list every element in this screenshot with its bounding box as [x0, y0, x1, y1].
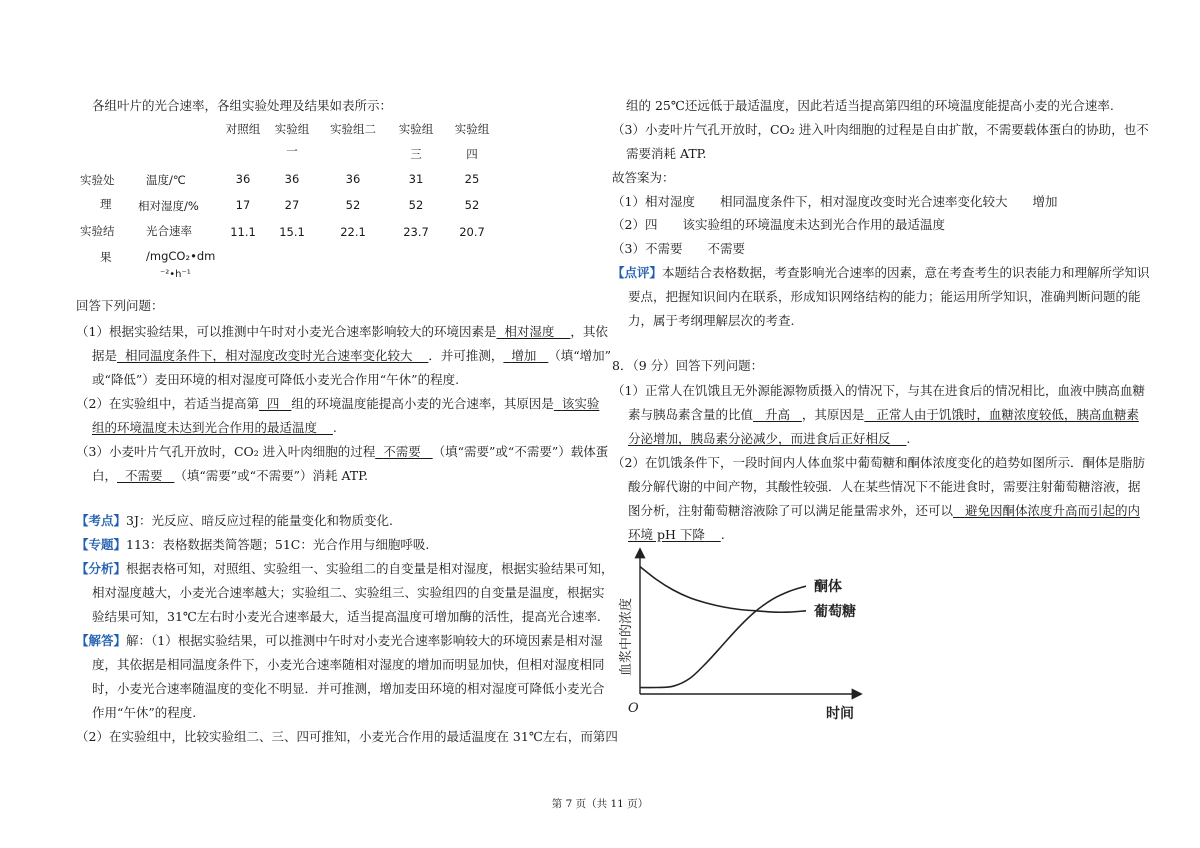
q3-line2: 白， 不需要 （填“需要”或“不需要”）消耗 ATP. — [92, 468, 368, 483]
q8-2-line3: 图分析，注射葡萄糖溶液除了可以满足能量需求外，还可以 避免因酮体浓度升高而引起的内 — [628, 503, 1140, 518]
table-cell: 52 — [464, 198, 480, 212]
q1-line1: （1）根据实验结果，可以推测中午时对小麦光合速率影响较大的环境因素是 相对湿度 ，其依 — [76, 324, 608, 339]
solution-continued: 需要消耗 ATP. — [626, 146, 707, 161]
table-cell: 22.1 — [340, 225, 366, 239]
row-label: 温度/℃ — [146, 173, 186, 187]
answer-blank: 避免因酮体浓度升高而引起的内 — [964, 503, 1140, 518]
table-cell: 31 — [408, 172, 424, 186]
series-label-glucose: 葡萄糖 — [814, 603, 856, 620]
jieda-line: 作用“午休”的程度. — [92, 705, 197, 720]
dianping-line: 要点，把握知识间内在联系，形成知识网络结构的能力；能运用所学知识，准确判断问题的能 — [628, 289, 1141, 304]
zhuanti: 【专题】113：表格数据类简答题；51C：光合作用与细胞呼吸. — [76, 537, 430, 552]
answer-blank: 不需要 — [124, 468, 163, 483]
table-header-sub: 四 — [466, 147, 478, 161]
answer-line: （2）四 该实验组的环境温度未达到光合作用的最适温度 — [612, 217, 945, 232]
table-cell: 11.1 — [230, 225, 256, 239]
table-header-sub: 一 — [286, 144, 298, 158]
fenxi-line: 相对湿度越大，小麦光合速率越大；实验组二、实验组三、实验组四的自变量是温度，根据实 — [92, 585, 605, 600]
answer-blank: 升高 — [764, 407, 790, 422]
table-cell: 36 — [284, 172, 300, 186]
table-cell: 20.7 — [459, 225, 485, 239]
prompt: 回答下列问题： — [76, 298, 164, 313]
x-axis-label: 时间 — [826, 706, 854, 722]
unit-label: ⁻²•h⁻¹ — [160, 269, 191, 280]
table-intro: 各组叶片的光合速率，各组实验处理及结果如表所示： — [92, 98, 393, 113]
q3-line1: （3）小麦叶片气孔开放时，CO₂ 进入叶肉细胞的过程 不需要 （填“需要”或“不需要”）载体蛋 — [76, 444, 609, 459]
y-axis-label: 血浆中的浓度 — [619, 597, 634, 676]
jieda-line: （2）在实验组中，比较实验组二、三、四可推知，小麦光合作用的最适温度在 31℃左右，而第四 — [76, 729, 618, 744]
answer-blank: 环境 pH 下降 — [628, 527, 705, 542]
kaodian: 【考点】3J：光反应、暗反应过程的能量变化和物质变化. — [76, 513, 393, 528]
answer-blank: 相对湿度 — [504, 324, 555, 339]
fenxi-line: 验结果可知，31℃左右时小麦光合速率最大，适当提高温度可增加酶的活性，提高光合速率. — [92, 609, 601, 624]
answer-blank: 四 — [266, 396, 280, 411]
table-header-sub: 三 — [410, 147, 422, 161]
dianping-line: 【点评】本题结合表格数据，考查影响光合速率的因素，意在考查考生的识表能力和理解所学知识 — [612, 265, 1150, 280]
q2-line2: 组的环境温度未达到光合作用的最适温度 . — [92, 420, 337, 435]
q8-title: 8．（9 分）回答下列问题： — [612, 358, 764, 373]
row-group-label: 实验结 — [80, 224, 115, 238]
q8-2-line4: 环境 pH 下降 . — [628, 527, 725, 542]
table-cell: 36 — [235, 172, 251, 186]
jieda-line: 【解答】解：（1）根据实验结果，可以推测中午时对小麦光合速率影响较大的环境因素是相对湿 — [76, 633, 603, 648]
table-cell: 17 — [235, 198, 251, 212]
table-header: 实验组 — [454, 122, 490, 136]
table-cell: 52 — [408, 198, 424, 212]
solution-continued: 组的 25℃还远低于最适温度，因此若适当提高第四组的环境温度能提高小麦的光合速率. — [626, 98, 1114, 113]
answer-blank: 增加 — [511, 348, 537, 363]
answer-line: （1）相对湿度 相同温度条件下，相对湿度改变时光合速率变化较大 增加 — [612, 194, 1058, 209]
page-footer: 第 7 页（共 11 页） — [551, 798, 649, 810]
q2-line1: （2）在实验组中，若适当提高第 四 组的环境温度能提高小麦的光合速率，其原因是 该实验 — [76, 396, 600, 411]
table-cell: 27 — [284, 198, 300, 212]
row-group-label: 果 — [100, 250, 112, 264]
answer-blank: 组的环境温度未达到光合作用的最适温度 — [92, 420, 318, 435]
q8-1-line3: 分泌增加，胰岛素分泌减少，而进食后正好相反 . — [628, 431, 911, 446]
answer-blank: 分泌增加，胰岛素分泌减少，而进食后正好相反 — [628, 431, 891, 446]
answer-blank: 该实验 — [561, 396, 600, 411]
q8-1-line2: 素与胰岛素含量的比值 升高 ，其原因是 正常人由于饥饿时，血糖浓度较低，胰高血糖素 — [628, 407, 1139, 422]
q8-1-line1: （1）正常人在饥饿且无外源能源物质摄入的情况下，与其在进食后的情况相比，血液中胰高血糖 — [612, 383, 1145, 398]
row-label: 光合速率 — [146, 224, 192, 238]
q1-line2: 据是 相同温度条件下，相对湿度改变时光合速率变化较大 ．并可推测， 增加 （填“增加” — [92, 348, 612, 363]
row-group-label: 实验处 — [80, 173, 115, 187]
table-cell: 36 — [345, 172, 361, 186]
solution-continued: （3）小麦叶片气孔开放时，CO₂ 进入叶肉细胞的过程是自由扩散，不需要载体蛋白的协助，也不 — [612, 122, 1149, 137]
origin-label: O — [628, 701, 639, 716]
answer-blank: 正常人由于饥饿时，血糖浓度较低，胰高血糖素 — [876, 407, 1139, 422]
q1-line3: 或“降低”）麦田环境的相对湿度可降低小麦光合作用“午休”的程度. — [92, 372, 460, 387]
table-cell: 52 — [345, 198, 361, 212]
series-label-ketone: 酮体 — [814, 579, 842, 596]
row-label: 相对湿度/% — [138, 199, 199, 213]
table-header: 实验组二 — [330, 122, 376, 136]
q8-2-line1: （2）在饥饿条件下，一段时间内人体血浆中葡萄糖和酮体浓度变化的趋势如图所示．酮体是脂肪 — [612, 455, 1145, 470]
jieda-line: 度，其依据是相同温度条件下，小麦光合速率随相对湿度的增加而明显加快，但相对湿度相同 — [92, 657, 605, 672]
answer-title: 故答案为： — [612, 170, 675, 185]
table-cell: 15.1 — [279, 225, 305, 239]
table-cell: 25 — [464, 172, 480, 186]
row-group-label: 理 — [100, 197, 112, 211]
unit-label: /mgCO₂•dm — [146, 249, 216, 263]
table-header: 实验组 — [274, 122, 310, 136]
series-line-glucose — [640, 567, 806, 613]
table-header: 对照组 — [225, 122, 261, 136]
table-cell: 23.7 — [403, 225, 429, 239]
series-line-ketone — [640, 586, 806, 687]
jieda-line: 时，小麦光合速率随温度的变化不明显．并可推测，增加麦田环境的相对湿度可降低小麦光合 — [92, 681, 605, 696]
table-header: 实验组 — [398, 122, 434, 136]
answer-line: （3）不需要 不需要 — [612, 241, 745, 256]
answer-blank: 不需要 — [383, 444, 421, 459]
concentration-chart — [616, 546, 876, 726]
fenxi-line: 【分析】根据表格可知，对照组、实验组一、实验组二的自变量是相对湿度，根据实验结果可知， — [76, 561, 614, 576]
dianping-line: 力，属于考纲理解层次的考查. — [628, 313, 795, 328]
q8-2-line2: 酸分解代谢的中间产物，其酸性较强．人在某些情况下不能进食时，需要注射葡萄糖溶液，据 — [628, 479, 1141, 494]
answer-blank: 相同温度条件下，相对湿度改变时光合速率变化较大 — [124, 348, 413, 363]
